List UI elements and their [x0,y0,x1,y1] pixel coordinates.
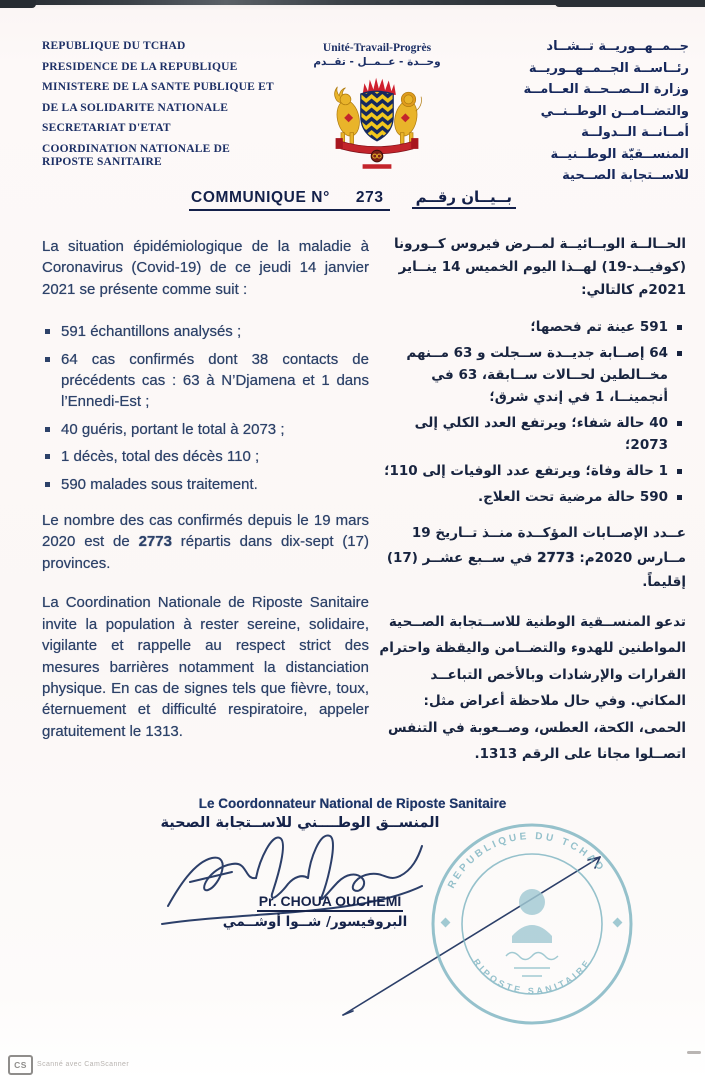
header-line: RIPOSTE SANITAIRE [42,155,162,168]
signatory-title-fr: Le Coordonnateur National de Riposte Sanitaire [198,796,507,811]
header-line-ar: رئــاســة الجــمــهــوريــة [528,60,689,76]
bullet-text: 64 cas confirmés dont 38 contacts de précédents cas : 63 à N’Djamena et 1 dans l’Ennedi-Est ; [61,350,369,411]
stamp-ring-bottom-text: RIPOSTE SANITAIRE [471,956,594,997]
arabic-total-paragraph [378,521,686,595]
header-line-ar: أمــانــة الــدولــة [581,125,689,140]
bullet-square-icon [45,454,50,459]
camscanner-watermark-text: Scanné avec CamScanner [37,1061,130,1068]
motto-arabic: وحــدة - عــمــل - تقــدم [313,56,441,68]
bullet-text: 40 guéris, portant le total à 2073 ; [61,420,285,438]
header-left-block [42,40,310,169]
stamp-ring-top-text: REPUBLIQUE DU TCHAD [446,830,608,891]
header-line: DE LA SOLIDARITE NATIONALE [42,101,229,114]
bullet-text: 591 عينة تم فحصها؛ [530,319,668,335]
french-bullet-item [42,446,369,467]
header-line: MINISTERE DE LA SANTE PUBLIQUE ET [42,81,274,93]
arabic-advice-paragraph: تدعو المنســقية الوطنية للاســتجابة الصــحية المواطنين للهدوء والتضــامن واليقظة واحترام القرارات والإرشادات وبالأخص التباعــد المكاني. وفي حال ملاحظة أعراض مثل: الحمى، الكحة، العطس، وصــعوبة في التنفس اتصــلوا مجانا على الرقم 1313. [379,613,686,762]
french-bullet-item [42,321,369,342]
paragraph-text: في ســبع عشــر (17) إقليماً. [386,549,686,590]
stamp-center-figure [512,889,552,943]
motto-french: Unité-Travail-Progrès [322,42,432,54]
bullet-text: 590 حالة مرضية تحت العلاج. [477,489,668,505]
header-line-ar: للاســتجابة الصــحية [562,168,689,183]
arabic-bullet-item [378,460,686,482]
arabic-column [378,233,686,768]
bullet-square-icon [677,469,682,474]
bullet-square-icon [45,357,50,362]
total-cases-value: 2773 [138,533,172,551]
arabic-bullet-item [378,342,686,408]
bullet-text: 590 malades sous traitement. [61,475,258,493]
scan-edge-corner-left [0,0,36,8]
header-center-block [302,42,452,176]
french-bullet-item [42,474,369,495]
signatory-title-ar: المنســق الوطــــني للاســتجابة الصحية [160,815,440,831]
bullet-text: 591 échantillons analysés ; [61,323,242,341]
total-cases-value: 2773 [537,549,575,566]
bullet-square-icon [677,495,682,500]
bullet-text: 1 décès, total des décès 110 ; [61,448,260,466]
communique-title-fr [189,189,390,211]
signatory-name-fr [230,893,430,909]
header-line: PRESIDENCE DE LA REPUBLIQUE [42,60,238,73]
bullet-square-icon [45,482,50,487]
communique-title [0,188,705,211]
french-bullet-item [42,419,369,440]
header-line: SECRETARIAT D'ETAT [42,122,171,134]
signatory-name-text: Pr. CHOUA OUCHEMI [257,893,404,912]
communique-title-ar: بــيــان رقــم [412,188,516,209]
chad-coat-of-arms-icon [323,71,431,171]
bullet-square-icon [677,421,682,426]
french-bullet-item [42,349,369,413]
arabic-bullet-item [378,412,686,456]
paragraph-text: Le nombre des cas confirmés depuis le 19 mars 2020 est de [42,512,369,551]
paragraph-text: répartis dans dix-sept (17) provinces. [42,533,369,572]
header-line-ar: جــمــهــوريــة تــشــاد [546,39,689,54]
french-advice-paragraph: La Coordination Nationale de Riposte Sanitaire invite la population à rester sereine, solidaire, vigilante et rappelle au respect strict des mesures barrières notamment la distanciation physique. En cas de signes tels que fièvre, toux, éternuement et difficulté respiratoire, appeler gratuitement le 1313. [42,594,369,740]
scan-edge-corner-right [555,0,705,7]
bullet-text: 40 حالة شفاء؛ ويرتفع العدد الكلي إلى 2073؛ [414,415,668,453]
header-line-ar: وزارة الــصــحــة العــامــة [523,82,689,97]
header-line: COORDINATION NATIONALE DE [42,142,230,155]
bullet-square-icon [677,325,682,330]
camscanner-logo-icon: CS [8,1055,33,1075]
communique-label: COMMUNIQUE N° [191,189,330,206]
bullet-text: 64 إصــابة جديــدة ســجلت و 63 مــنهم مخــالطين لحــالات ســابقة، 63 في أنجمينــا، 1 في إندي شرق؛ [406,345,668,405]
bullet-text: 1 حالة وفاة؛ ويرتفع عدد الوفيات إلى 110؛ [384,463,668,479]
bullet-square-icon [45,427,50,432]
signatory-name-ar: البروفيسور/ شــوا أوشــمي [222,914,408,930]
french-total-paragraph [42,510,369,574]
header-line-ar: والتضــامــن الوطــنــي [540,103,689,119]
header-right-block [489,36,689,187]
official-stamp [424,816,639,1031]
french-column [42,236,369,742]
bullet-square-icon [677,351,682,356]
paragraph-text: عــدد الإصــابات المؤكــدة منــذ تــاريخ 19 مــارس 2020م: [411,525,686,566]
scan-artifact [687,1051,701,1054]
bullet-square-icon [45,329,50,334]
arabic-bullet-item [378,316,686,338]
arabic-bullet-item [378,486,686,508]
french-intro-paragraph: La situation épidémiologique de la maladie à Coronavirus (Covid-19) de ce jeudi 14 janvier 2021 se présente comme suit : [42,238,369,298]
communique-number: 273 [355,189,384,206]
header-line: REPUBLIQUE DU TCHAD [42,40,186,52]
arabic-intro-paragraph: الحــالــة الوبــائيــة لمــرض فيروس كــورونا (كوفيــد-19) لهــذا اليوم الخميس 14 ينــاير 2021م كالتالي: [393,236,686,298]
header-line-ar: المنســقيّة الوطــنيــة [550,146,689,162]
